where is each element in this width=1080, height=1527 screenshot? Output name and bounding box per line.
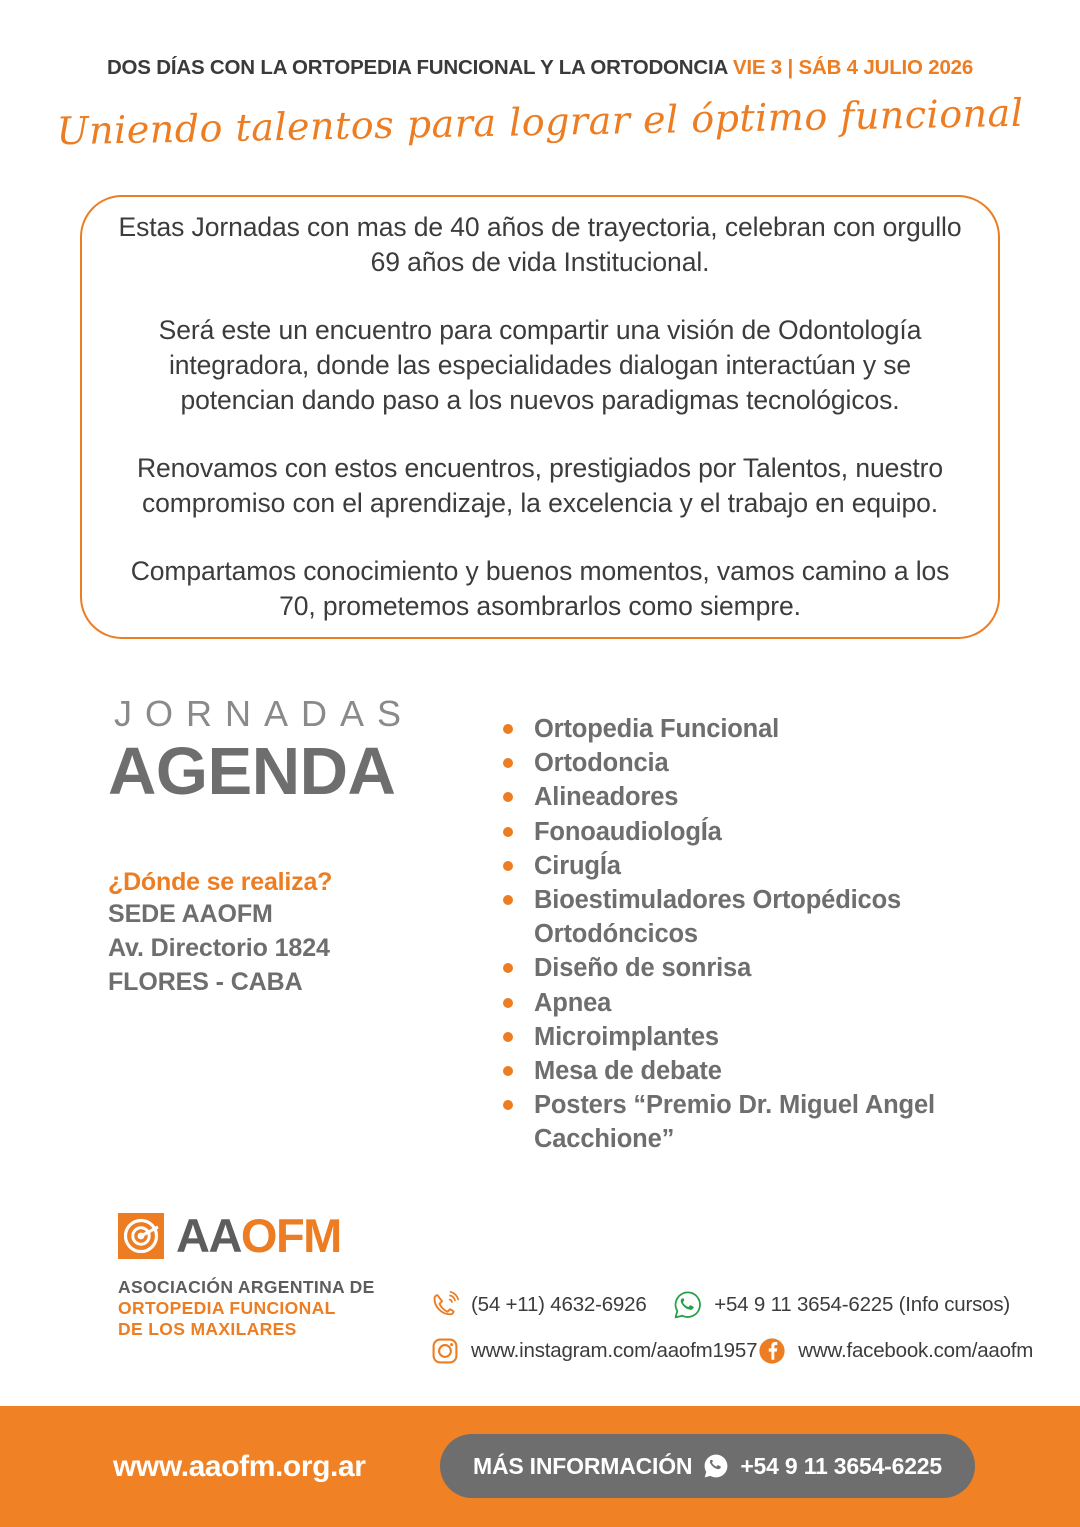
list-item [500,986,1020,1020]
intro-paragraph: Compartamos conocimiento y buenos momentos, vamos camino a los 70, prometemos asombrarlos como siempre. [130,556,950,621]
list-item-label: Bioestimuladores Ortopédicos Ortodóncicos [534,886,902,949]
logo-row [118,1209,418,1262]
contact-whatsapp[interactable] [673,1290,1010,1320]
facebook-icon [757,1336,787,1366]
bullet-dot-icon [503,1066,513,1076]
phone-ringing-icon [430,1290,460,1320]
contact-phone[interactable] [430,1290,647,1320]
event-header-dates: VIE 3 | SÁB 4 JULIO 2026 [732,56,974,79]
list-item-label: Mesa de debate [534,1057,722,1086]
agenda-topics-list [500,712,1020,1157]
contact-row-phones [430,1282,1010,1328]
list-item-label: Apnea [534,988,612,1017]
venue-question: ¿Dónde se realiza? [108,868,333,896]
bullet-dot-icon [503,895,513,905]
logo-subtitle-line-1: ASOCIACIÓN ARGENTINA DE [118,1277,375,1297]
event-tagline: Uniendo talentos para lograr el óptimo funcional [56,90,1024,154]
venue-line: FLORES - CABA [108,968,303,996]
event-header [0,56,1080,80]
event-header-title: DOS DÍAS CON LA ORTOPEDIA FUNCIONAL Y LA ORTODONCIA [106,56,728,79]
bullet-dot-icon [503,963,513,973]
list-item-label: Diseño de sonrisa [534,954,752,983]
instagram-icon [430,1336,460,1366]
bullet-dot-icon [503,724,513,734]
list-item [500,1088,1020,1156]
contact-info [430,1282,1034,1374]
list-item-label: Ortodoncia [534,749,669,778]
logo-subtitle [118,1277,418,1340]
agenda-eyebrow: JORNADAS [114,693,415,734]
contact-phone-label: (54 +11) 4632-6926 [471,1293,647,1316]
intro-paragraph: Estas Jornadas con mas de 40 años de trayectoria, celebran con orgullo 69 años de vida Institucional. [118,212,962,277]
venue-line: Av. Directorio 1824 [108,934,330,962]
bullet-dot-icon [503,861,513,871]
logo-subtitle-line-3: DE LOS MAXILARES [118,1319,297,1339]
bullet-dot-icon [503,1100,513,1110]
list-item [500,951,1020,985]
logo-subtitle-line-2: ORTOPEDIA FUNCIONAL [118,1298,336,1318]
footer-website[interactable]: www.aaofm.org.ar [113,1450,366,1483]
venue-line: SEDE AAOFM [108,900,273,928]
agenda-left-column [108,694,468,999]
list-item-label: Ortopedia Funcional [534,715,780,743]
logo-wordmark [176,1209,341,1262]
more-info-phone: +54 9 11 3654-6225 [740,1452,942,1479]
contact-facebook-label: www.facebook.com/aaofm [798,1339,1034,1362]
list-item [500,849,1020,883]
bullet-dot-icon [503,1032,513,1042]
whatsapp-icon [673,1290,703,1320]
agenda-title: AGENDA [108,734,396,809]
intro-paragraph: Será este un encuentro para compartir una visión de Odontología integradora, donde las especialidades dialogan interactúan y se potencian dando paso a los nuevos paradigmas tecnológicos. [158,315,922,415]
more-info-button[interactable] [440,1434,975,1498]
bullet-dot-icon [503,827,513,837]
list-item [500,780,1020,814]
logo-wordmark-aa: AA [176,1209,241,1262]
contact-instagram-label: www.instagram.com/aaofm1957 [471,1339,758,1362]
intro-text-box [80,195,1000,639]
list-item-label: Microimplantes [534,1022,719,1051]
list-item-label: CirugÍa [534,851,621,880]
aaofm-logo [118,1209,418,1340]
contact-instagram[interactable] [430,1336,757,1366]
list-item [500,883,1020,951]
more-info-label: MÁS INFORMACIÓN [472,1452,693,1479]
list-item-label: FonoaudiologÍa [534,817,722,846]
bullet-dot-icon [503,792,513,802]
bullet-dot-icon [503,998,513,1008]
list-item [500,746,1020,780]
list-item-label: Alineadores [534,783,679,812]
whatsapp-icon [703,1453,729,1479]
logo-wordmark-ofm: OFM [240,1209,341,1262]
list-item [500,815,1020,849]
list-item [500,1054,1020,1088]
contact-row-social [430,1328,1034,1374]
aaofm-target-icon [118,1213,164,1259]
bullet-dot-icon [503,758,513,768]
contact-facebook[interactable] [757,1336,1033,1366]
intro-paragraph: Renovamos con estos encuentros, prestigiados por Talentos, nuestro compromiso con el aprendizaje, la excelencia y el trabajo en equipo. [136,453,944,518]
list-item [500,1020,1020,1054]
list-item [500,712,1020,746]
list-item-label: Posters “Premio Dr. Miguel Angel Cacchione” [534,1091,935,1154]
contact-whatsapp-label: +54 9 11 3654-6225 (Info cursos) [714,1293,1010,1316]
footer-bar [0,1406,1080,1527]
